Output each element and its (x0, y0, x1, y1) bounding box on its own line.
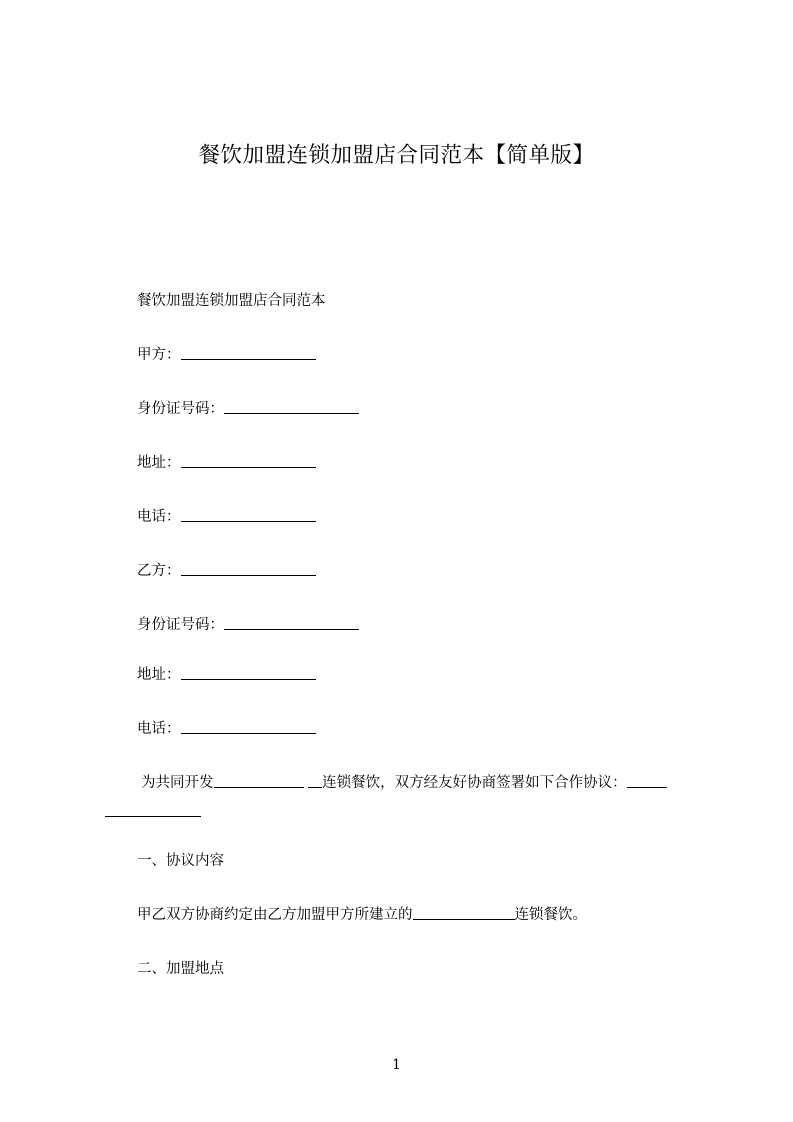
document-subtitle: 餐饮加盟连锁加盟店合同范本 (137, 293, 326, 309)
page-number: 1 (392, 1057, 401, 1073)
party-b-name-blank (181, 561, 316, 576)
party-b-name-line (137, 561, 316, 581)
party-a-address-label: 地址： (137, 455, 181, 471)
section-1-text-prefix: 甲乙双方协商约定由乙方加盟甲方所建立的 (137, 907, 413, 923)
party-a-address-line (137, 453, 316, 473)
party-b-address-label: 地址： (137, 667, 181, 683)
party-a-phone-label: 电话： (137, 509, 181, 525)
party-b-phone-line (137, 719, 316, 739)
section-2-heading: 二、加盟地点 (137, 961, 224, 977)
party-a-id-blank (224, 399, 359, 414)
party-b-id-label: 身份证号码： (137, 617, 224, 633)
party-b-address-line (137, 665, 316, 685)
party-a-name-label: 甲方： (137, 347, 181, 363)
party-b-name-label: 乙方： (137, 563, 181, 579)
intro-blank-continuation (105, 816, 201, 817)
intro-blank-1 (214, 773, 304, 788)
intro-middle: 连锁餐饮，双方经友好协商签署如下合作协议： (322, 775, 627, 791)
intro-blank-3 (627, 773, 667, 788)
section-1-text-suffix: 连锁餐饮。 (514, 907, 587, 923)
party-a-phone-line (137, 507, 316, 527)
party-a-name-blank (181, 345, 316, 360)
party-a-id-line (137, 399, 359, 419)
party-a-address-blank (181, 453, 316, 468)
party-b-phone-blank (181, 719, 316, 734)
party-a-name-line (137, 345, 316, 365)
section-1-heading: 一、协议内容 (137, 853, 224, 869)
party-a-phone-blank (181, 507, 316, 522)
section-1-text (137, 905, 587, 925)
party-b-phone-label: 电话： (137, 721, 181, 737)
intro-paragraph (141, 773, 667, 793)
intro-blank-2 (308, 773, 322, 788)
document-title: 餐饮加盟连锁加盟店合同范本【简单版】 (198, 143, 595, 168)
party-b-id-blank (224, 615, 359, 630)
party-b-id-line (137, 615, 359, 635)
intro-prefix: 为共同开发 (141, 775, 214, 791)
party-a-id-label: 身份证号码： (137, 401, 224, 417)
section-1-blank (413, 905, 515, 920)
party-b-address-blank (181, 665, 316, 680)
